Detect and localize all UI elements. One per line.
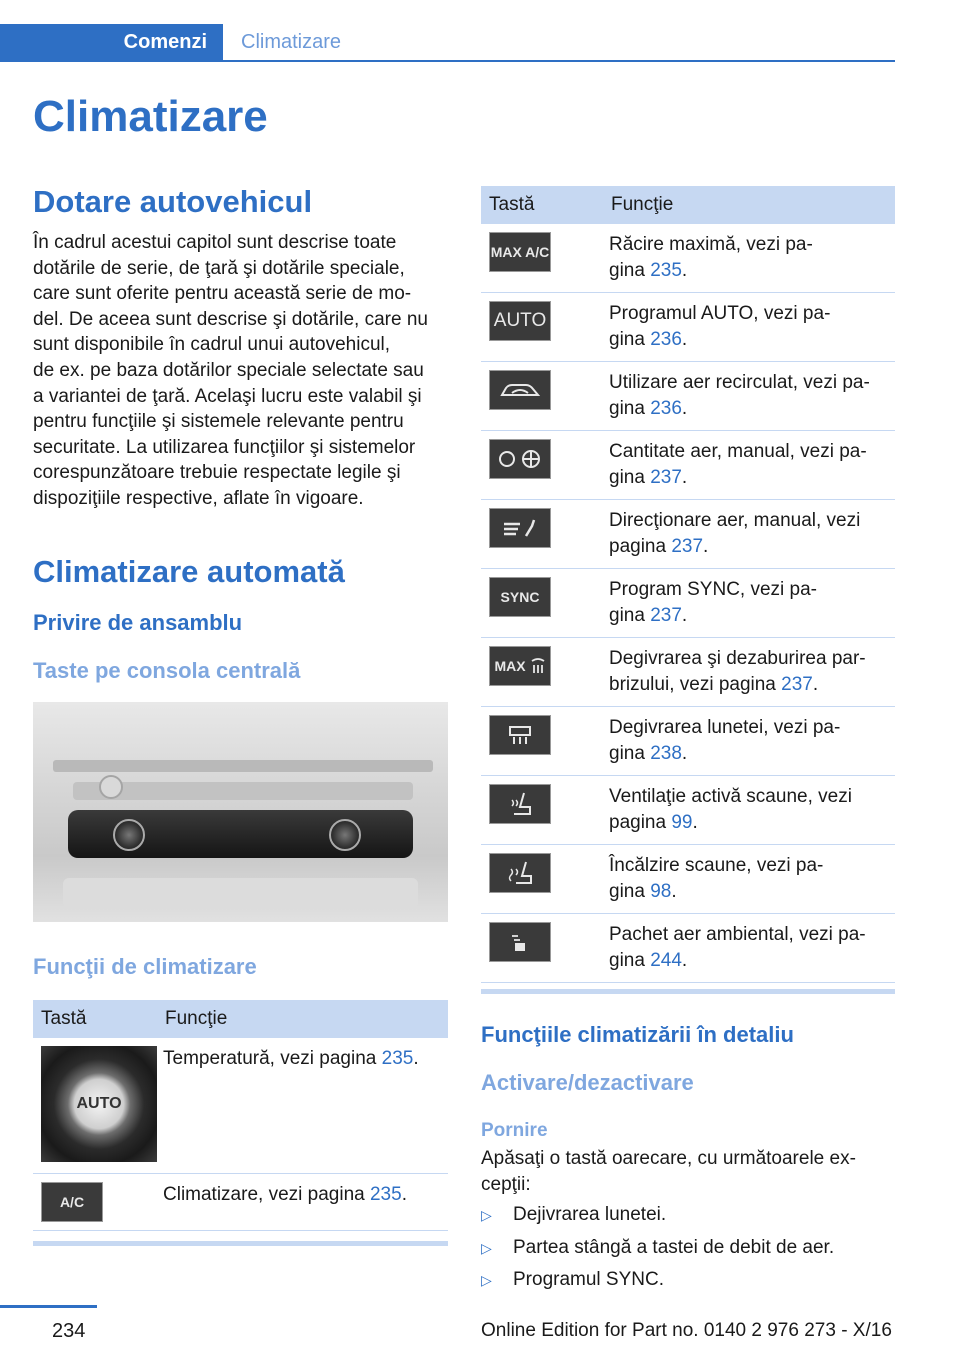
page-link[interactable]: 244 [650, 950, 682, 971]
table-row [33, 1038, 448, 1174]
function-text: Utilizare aer recirculat, vezi pa‐ gina 236. [603, 362, 895, 431]
col-header-function: Funcţie [603, 186, 895, 224]
table-end-rule [481, 989, 895, 994]
sync-key-icon: SYNC [489, 577, 551, 617]
left-functions-table [33, 1000, 448, 1232]
function-text: Climatizare, vezi pagina 235. [157, 1174, 448, 1231]
table-row [481, 845, 895, 914]
table-row [481, 707, 895, 776]
text-line: dotările de serie, de ţară şi dotările speciale, [33, 257, 405, 279]
table-row [33, 1174, 448, 1231]
text-line: cepţii: [481, 1173, 531, 1195]
table-row [481, 500, 895, 569]
function-text: Temperatură, vezi pagina 235. [157, 1038, 448, 1174]
rear-defrost-key-icon [489, 715, 551, 755]
table-row [481, 293, 895, 362]
page-link[interactable]: 237 [781, 674, 813, 695]
page-link[interactable]: 237 [650, 605, 682, 626]
seat-ventilation-key-icon [489, 784, 551, 824]
triangle-bullet-icon: ▷ [481, 1272, 492, 1289]
text-line: dispoziţiile respective, aflate în vigoare. [33, 487, 364, 509]
page-link[interactable]: 237 [671, 536, 704, 557]
function-text: Degivrarea şi dezaburirea par‐ brizului, vezi pagina 237. [603, 638, 895, 707]
seat-heating-key-icon [489, 853, 551, 893]
footer-edition: Online Edition for Part no. 0140 2 976 273 - X/16 [481, 1320, 892, 1341]
page-link[interactable]: 98 [650, 881, 672, 902]
text-line: În cadrul acestui capitol sunt descrise toate [33, 232, 397, 253]
col-header-key: Tastă [481, 186, 603, 224]
text-line: de ex. pe baza dotărilor speciale selectate sau [33, 359, 424, 381]
page-link[interactable]: 235 [381, 1047, 414, 1069]
function-text: Degivrarea lunetei, vezi pa‐ gina 238. [603, 707, 895, 776]
function-text: Ventilaţie activă scaune, vezi pagina 99. [603, 776, 895, 845]
header-tabs [0, 24, 895, 62]
right-functions-table [481, 186, 895, 983]
col-header-key: Tastă [33, 1000, 157, 1038]
triangle-bullet-icon: ▷ [481, 1207, 492, 1224]
footer-rule [0, 1305, 97, 1308]
exceptions-list [481, 1199, 895, 1297]
ac-key-icon: A/C [41, 1182, 103, 1222]
page-link[interactable]: 236 [650, 329, 682, 350]
start-paragraph [481, 1146, 895, 1197]
text-line: pentru funcţiile şi sistemele relevante pentru [33, 411, 404, 433]
col-header-function: Funcţie [157, 1000, 448, 1038]
auto-key-icon: AUTO [489, 301, 551, 341]
function-text: Pachet aer ambiental, vezi pa‐ gina 244. [603, 914, 895, 983]
page-link[interactable]: 99 [671, 812, 693, 833]
page-link[interactable]: 237 [650, 467, 682, 488]
subsection-start: Pornire [481, 1120, 548, 1141]
subsection-functions: Funcţii de climatizare [33, 953, 257, 979]
left-column [33, 182, 448, 1246]
temperature-knob-icon: AUTO [41, 1046, 157, 1162]
text-line: a variantei de ţară. Acelaşi lucru este valabil şi [33, 385, 422, 407]
table-row [481, 914, 895, 983]
max-ac-key-icon: MAX A/C [489, 232, 551, 272]
triangle-bullet-icon: ▷ [481, 1239, 492, 1256]
page-number: 234 [52, 1320, 86, 1342]
subsection-activate: Activare/dezactivare [481, 1070, 694, 1095]
fan-speed-key-icon [489, 439, 551, 479]
ambient-air-key-icon [489, 922, 551, 962]
dotare-paragraph [33, 230, 448, 512]
page-link[interactable]: 235 [650, 260, 682, 281]
subsection-console-keys: Taste pe consola centrală [33, 657, 301, 683]
text-line: care sunt oferite pentru această serie de mo‐ [33, 283, 412, 305]
right-column [481, 186, 895, 1297]
text-line: securitate. La utilizarea funcţiilor şi sistemelor [33, 436, 416, 458]
function-text: Cantitate aer, manual, vezi pa‐ gina 237. [603, 431, 895, 500]
table-row [481, 224, 895, 293]
text-line: sunt disponibile în cadrul unui autovehicul, [33, 334, 391, 356]
function-text: Program SYNC, vezi pa‐ gina 237. [603, 569, 895, 638]
page-link[interactable]: 236 [650, 398, 682, 419]
air-distribution-key-icon [489, 508, 551, 548]
page-link[interactable]: 238 [650, 743, 682, 764]
page-title: Climatizare [33, 92, 268, 141]
table-end-rule [33, 1241, 448, 1246]
text-line: Apăsaţi o tastă oarecare, cu următoarele ex‐ [481, 1148, 856, 1169]
list-item: ▷ Programul SYNC. [481, 1264, 895, 1297]
subsection-overview: Privire de ansamblu [33, 609, 243, 635]
tab-climatizare[interactable]: Climatizare [241, 30, 342, 53]
list-item: ▷ Partea stângă a tastei de debit de aer. [481, 1232, 895, 1265]
function-text: Programul AUTO, vezi pa‐ gina 236. [603, 293, 895, 362]
tab-comenzi[interactable]: Comenzi [0, 24, 223, 60]
max-defrost-key-icon: MAX [489, 646, 551, 686]
table-row [481, 776, 895, 845]
function-text: Răcire maximă, vezi pa‐ gina 235. [603, 224, 895, 293]
section-title-auto-climate: Climatizare automată [33, 553, 345, 589]
recirculation-key-icon [489, 370, 551, 410]
table-row [481, 569, 895, 638]
text-line: del. De aceea sunt descrise şi dotările, care nu [33, 308, 428, 330]
table-row [481, 431, 895, 500]
section-title-details: Funcţiile climatizării în detaliu [481, 1022, 794, 1047]
text-line: corespunzătoare trebuie respectate legile şi [33, 462, 401, 484]
page-link[interactable]: 235 [369, 1184, 402, 1206]
center-console-photo [33, 702, 448, 922]
table-row [481, 362, 895, 431]
section-title-dotare: Dotare autovehicul [33, 184, 313, 219]
table-row [481, 638, 895, 707]
function-text: Încălzire scaune, vezi pa‐ gina 98. [603, 845, 895, 914]
list-item: ▷ Dejivrarea lunetei. [481, 1199, 895, 1232]
function-text: Direcţionare aer, manual, vezi pagina 237. [603, 500, 895, 569]
